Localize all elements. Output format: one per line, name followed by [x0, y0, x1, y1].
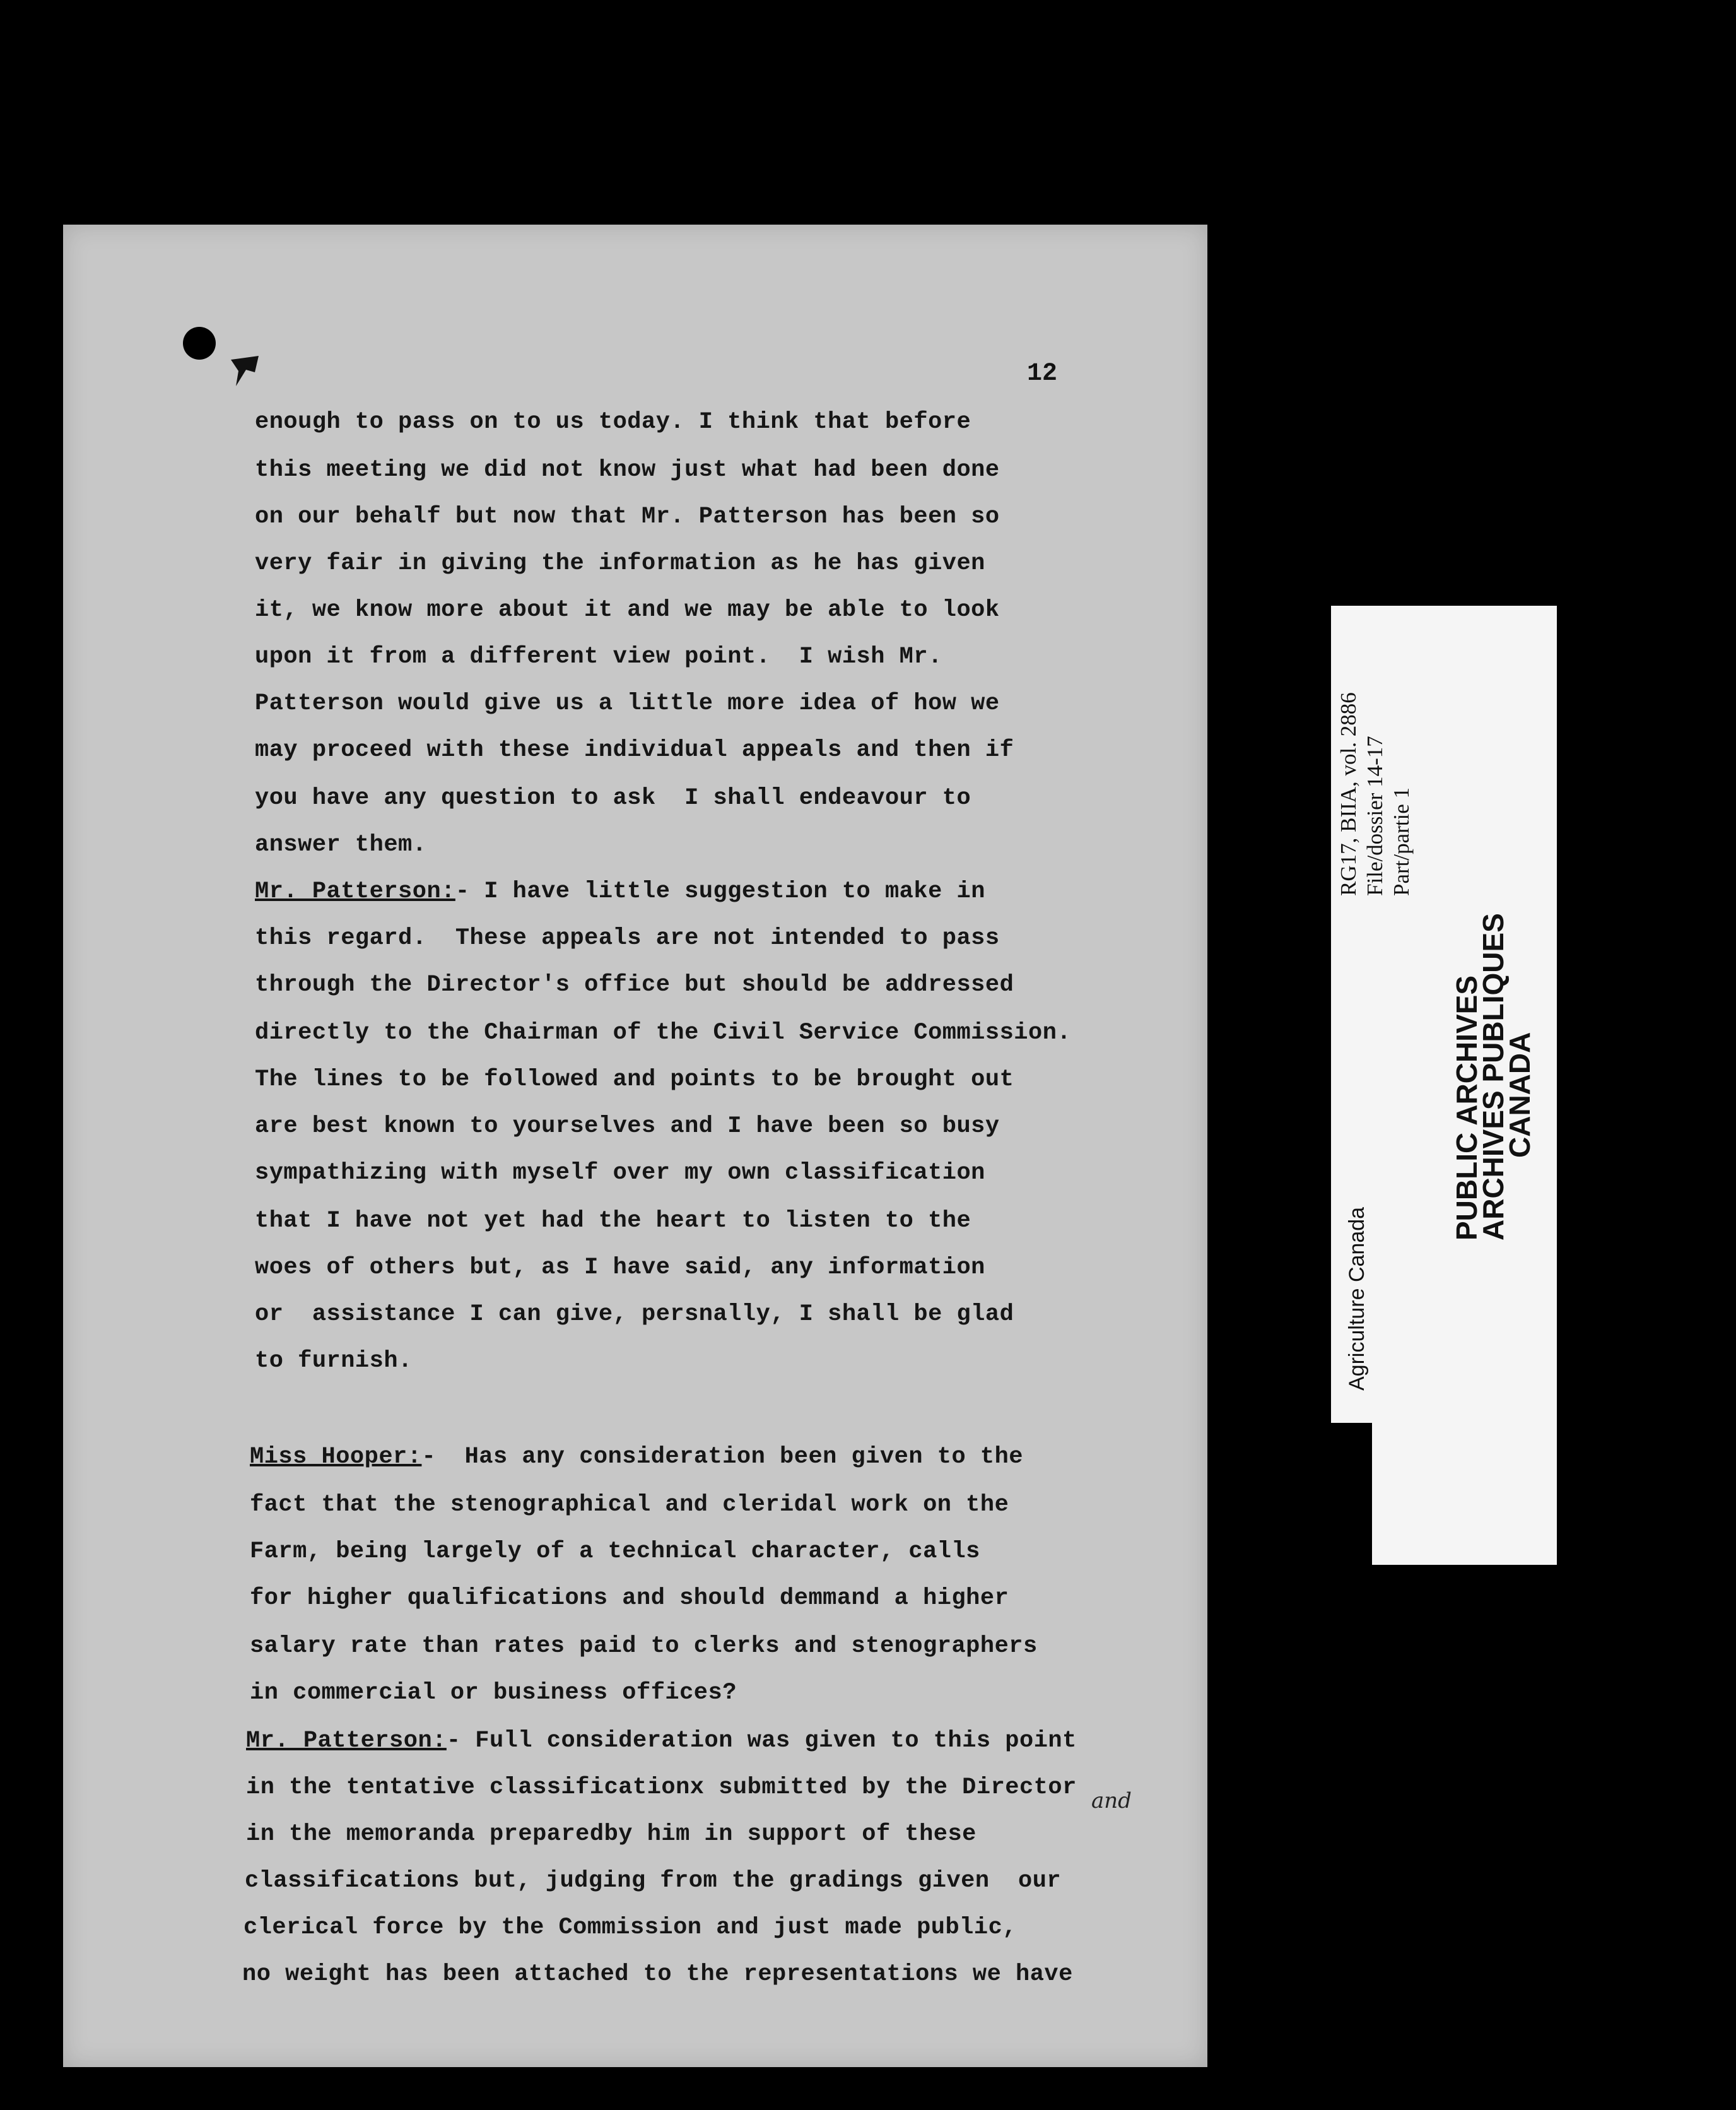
text-line [246, 1821, 976, 1848]
line-text: Patterson would give us a little more idea of how we [255, 690, 1000, 717]
text-line [255, 1066, 1014, 1093]
text-line [255, 925, 1000, 952]
line-text: or assistance I can give, persnally, I shall be glad [255, 1301, 1014, 1328]
line-text: sympathizing with myself over my own classification [255, 1160, 985, 1186]
text-line [255, 1160, 985, 1186]
text-line [250, 1444, 1023, 1470]
text-line [255, 690, 1000, 717]
punch-hole [183, 327, 216, 360]
speaker-name: Miss Hooper: [250, 1444, 422, 1470]
text-line [255, 1254, 985, 1281]
archives-stamp-line: ARCHIVES PUBLIQUES [1477, 913, 1510, 1241]
line-text: on our behalf but now that Mr. Patterson has been so [255, 504, 1000, 530]
speaker-name: Mr. Patterson: [255, 878, 455, 905]
text-line [255, 1208, 971, 1234]
line-text: clerical force by the Commission and just made public, [243, 1914, 1017, 1941]
line-text: that I have not yet had the heart to listen to the [255, 1208, 971, 1234]
ink-blot-icon [227, 353, 265, 391]
text-line [250, 1538, 980, 1565]
line-text: no weight has been attached to the representations we have [242, 1961, 1073, 1988]
text-line [255, 737, 1014, 763]
text-line [255, 550, 985, 577]
text-line [255, 832, 426, 858]
text-line [255, 597, 1000, 623]
line-text: classifications but, judging from the gradings given our [245, 1868, 1062, 1894]
text-line [246, 1774, 1077, 1801]
text-line [242, 1961, 1073, 1988]
text-line [255, 409, 971, 435]
text-line [255, 504, 1000, 530]
line-text: woes of others but, as I have said, any information [255, 1254, 985, 1281]
text-line [255, 1348, 413, 1374]
line-text: salary rate than rates paid to clerks and stenographers [250, 1633, 1038, 1659]
text-line [255, 1113, 1000, 1140]
text-line [250, 1633, 1038, 1659]
text-line [255, 972, 1014, 998]
line-text: - I have little suggestion to make in [455, 878, 985, 905]
text-line [255, 1020, 1071, 1046]
archive-reference-line: RG17, BIIA, vol. 2886 [1336, 692, 1361, 896]
line-text: - Full consideration was given to this point [446, 1728, 1077, 1754]
line-text: in commercial or business offices? [250, 1680, 737, 1706]
line-text: very fair in giving the information as he has given [255, 550, 985, 577]
label-card-notch [1331, 1423, 1372, 1568]
archive-reference-line: Part/partie 1 [1389, 787, 1414, 896]
page-number: 12 [1027, 360, 1058, 388]
line-text: - Has any consideration been given to the [421, 1444, 1024, 1470]
line-text: through the Director's office but should be addressed [255, 972, 1014, 998]
line-text: Farm, being largely of a technical character, calls [250, 1538, 980, 1565]
line-text: enough to pass on to us today. I think that before [255, 409, 971, 435]
line-text: in the tentative classificationx submitted by the Director [246, 1774, 1077, 1801]
line-text: this meeting we did not know just what had been done [255, 457, 1000, 483]
line-text: it, we know more about it and we may be able to look [255, 597, 1000, 623]
text-line [255, 785, 971, 811]
line-text: are best known to yourselves and I have been so busy [255, 1113, 1000, 1140]
text-line [245, 1868, 1061, 1894]
line-text: this regard. These appeals are not intended to pass [255, 925, 1000, 952]
text-line [255, 1301, 1014, 1328]
text-line [255, 644, 942, 670]
text-line [243, 1914, 1017, 1941]
text-line [250, 1680, 737, 1706]
archives-stamp-line: PUBLIC ARCHIVES [1450, 975, 1483, 1241]
line-text: in the memoranda preparedby him in support of these [246, 1821, 976, 1848]
speaker-name: Mr. Patterson: [246, 1728, 447, 1754]
text-line [255, 457, 1000, 483]
line-text: fact that the stenographical and cleridal work on the [250, 1492, 1009, 1518]
text-line [255, 878, 985, 905]
text-line [246, 1728, 1077, 1754]
line-text: upon it from a different view point. I wish Mr. [255, 644, 942, 670]
line-text: directly to the Chairman of the Civil Service Commission. [255, 1020, 1072, 1046]
text-line [250, 1585, 1009, 1612]
line-text: answer them. [255, 832, 427, 858]
line-text: The lines to be followed and points to be brought out [255, 1066, 1014, 1093]
line-text: to furnish. [255, 1348, 413, 1374]
department-label: Agriculture Canada [1345, 1206, 1369, 1391]
line-text: may proceed with these individual appeals and then if [255, 737, 1014, 763]
line-text: you have any question to ask I shall endeavour to [255, 785, 971, 811]
text-line [250, 1492, 1009, 1518]
handwritten-note: and [1091, 1788, 1132, 1813]
archives-stamp-line: CANADA [1503, 1032, 1536, 1158]
archive-reference-line: File/dossier 14-17 [1363, 736, 1387, 896]
line-text: for higher qualifications and should demmand a higher [250, 1585, 1009, 1612]
